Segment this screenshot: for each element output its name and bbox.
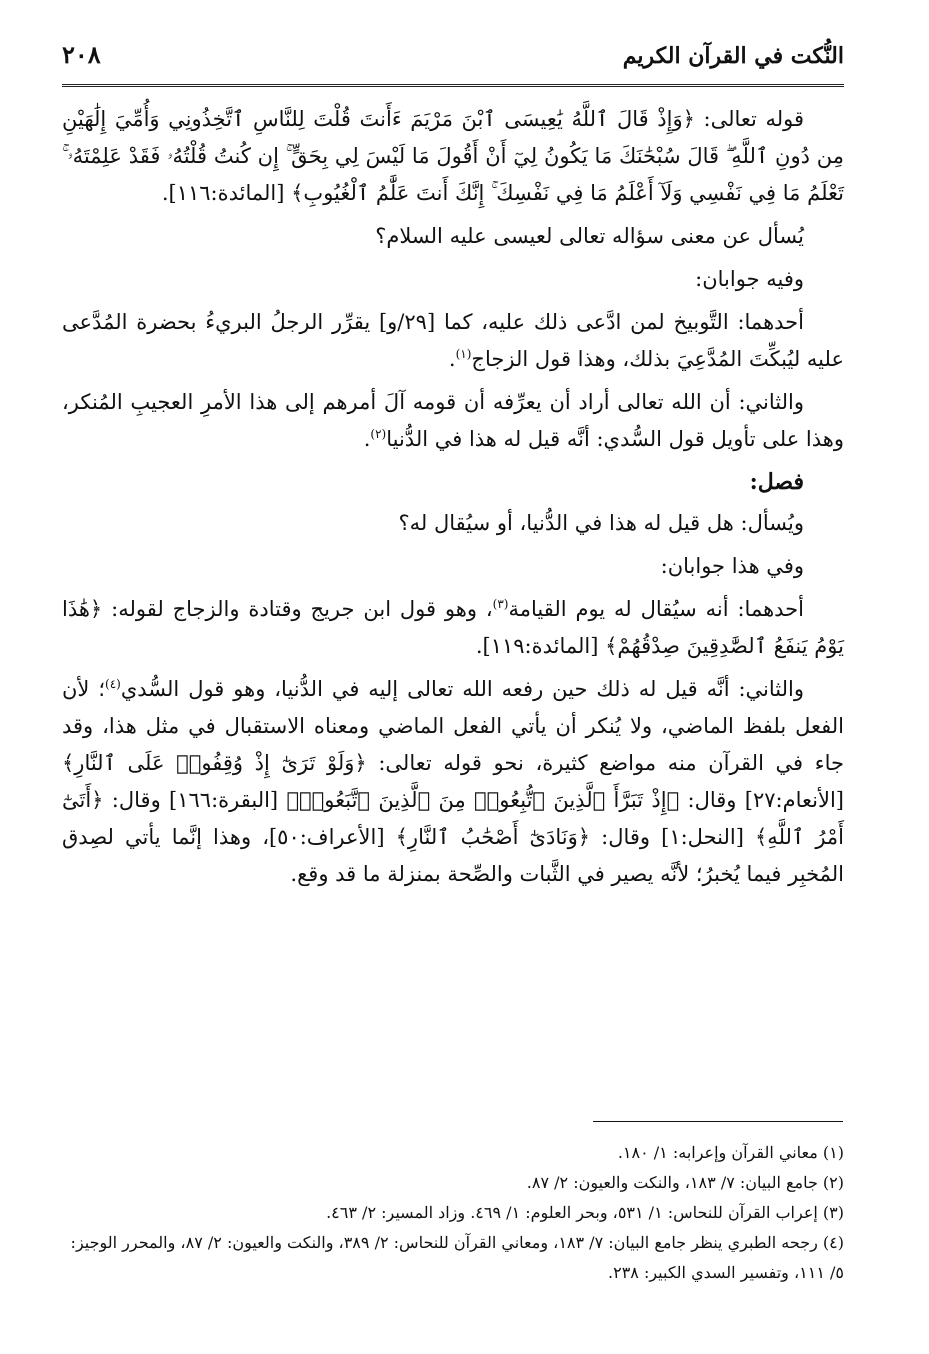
page <box>62 40 844 899</box>
paragraph-8-text-b: ، وهو قول ابن جريج وقتادة والزجاج لقوله: ﴿هَٰذَا يَوْمُ يَنفَعُ ٱلصَّٰدِقِينَ صِدْقُهُمْ﴾ [المائدة:١١٩]. <box>62 597 844 658</box>
book-title: النُّكت في القرآن الكريم <box>622 43 844 69</box>
paragraph-5-text: والثاني: أن الله تعالى أراد أن يعرِّفه أن قومه آلَ أمرهم إلى هذا الأمرِ العجيبِ المُنكر، وهذا على تأويل قول السُّدي: أنَّه قيل له هذا في الدُّنيا <box>62 390 844 451</box>
footnote-3: (٣) إعراب القرآن للنحاس: ١/ ٥٣١، وبحر العلوم: ١/ ٤٦٩. وزاد المسير: ٢/ ٤٦٣. <box>326 1203 844 1222</box>
section-heading: فصل: <box>749 469 804 495</box>
paragraph-5-end: . <box>363 427 371 451</box>
footnote-4: (٤) رجحه الطبري ينظر جامع البيان: ٧/ ١٨٣، ومعاني القرآن للنحاس: ٢/ ٣٨٩، والنكت والعيون: ٢/ ٨٧، والمحرر الوجيز: ٥/ ١١١، وتفسير السدي الكبير: ٢٣٨. <box>70 1233 844 1282</box>
paragraph-2: يُسأل عن معنى سؤاله تعالى لعيسى عليه السلام؟ <box>375 224 804 248</box>
paragraph-4 <box>62 304 844 378</box>
footnote-2: (٢) جامع البيان: ٧/ ١٨٣، والنكت والعيون: ٢/ ٨٧. <box>526 1173 844 1192</box>
footnote-ref-3[interactable]: (٣) <box>492 597 509 611</box>
footnote-ref-1[interactable]: (١) <box>455 347 472 361</box>
paragraph-9-text-a: والثاني: أنَّه قيل له ذلك حين رفعه الله تعالى إليه في الدُّنيا، وهو قول السُّدي <box>120 677 804 701</box>
footnote-ref-4[interactable]: (٤) <box>105 677 121 691</box>
paragraph-9-text-b: ؛ لأن الفعل بلفظ الماضي، ولا يُنكر أن يأتي الفعل الماضي ومعناه الاستقبال في مثل هذا، وقد جاء في القرآن منه مواضع كثيرة، نحو قوله تعالى: ﴿وَلَوْ تَرَىٰٓ إِذْ وُقِفُوا۟ عَلَى ٱلنَّارِ﴾ [الأنعام:٢٧] وقال: ﴿إِذْ تَبَرَّأَ ٱلَّذِينَ ٱتُّبِعُوا۟ مِنَ ٱلَّذِينَ ٱتَّبَعُوا۟﴾ [البقرة:١٦٦] وقال: ﴿أَتَىٰٓ أَمْرُ ٱللَّهِ﴾ [النحل:١] وقال: ﴿وَنَادَىٰٓ أَصْحَٰبُ ٱلنَّارِ﴾ [الأعراف:٥٠]، وهذا إنَّما يأتي لصِدق المُخبِر فيما يُخبرُ؛ لأنَّه يصير في الثَّبات والصِّحة بمنزلة ما قد وقع. <box>62 677 844 886</box>
body-text <box>62 101 844 893</box>
footnotes <box>62 1138 844 1288</box>
paragraph-9 <box>62 671 844 893</box>
paragraph-8-text-a: أحدهما: أنه سيُقال له يوم القيامة <box>508 597 804 621</box>
paragraph-8 <box>62 591 844 665</box>
page-number: ٢٠٨ <box>62 40 101 69</box>
footnote-divider <box>593 1121 843 1122</box>
paragraph-6: ويُسأل: هل قيل له هذا في الدُّنيا، أو سيُقال له؟ <box>398 511 804 535</box>
footnote-ref-2[interactable]: (٢) <box>370 427 387 441</box>
paragraph-3: وفيه جوابان: <box>695 267 804 291</box>
paragraph-4-end: . <box>448 347 456 371</box>
paragraph-1: قوله تعالى: ﴿وَإِذْ قَالَ ٱللَّهُ يَٰعِيسَى ٱبْنَ مَرْيَمَ ءَأَنتَ قُلْتَ لِلنَّاسِ ٱتَّخِذُونِي وَأُمِّيَ إِلَٰهَيْنِ مِن دُونِ ٱللَّهِ ۖ قَالَ سُبْحَٰنَكَ مَا يَكُونُ لِيٓ أَنْ أَقُولَ مَا لَيْسَ لِي بِحَقٍّ ۚ إِن كُنتُ قُلْتُهُۥ فَقَدْ عَلِمْتَهُۥ ۚ تَعْلَمُ مَا فِي نَفْسِي وَلَآ أَعْلَمُ مَا فِي نَفْسِكَ ۚ إِنَّكَ أَنتَ عَلَّٰمُ ٱلْغُيُوبِ﴾ [المائدة:١١٦]. <box>62 107 844 205</box>
running-head <box>62 40 844 87</box>
paragraph-7: وفي هذا جوابان: <box>660 554 804 578</box>
paragraph-5 <box>62 384 844 458</box>
footnote-1: (١) معاني القرآن وإعرابه: ١/ ١٨٠. <box>617 1143 844 1162</box>
paragraph-4-text: أحدهما: التَّوبيخ لمن ادَّعى ذلك عليه، كما [٢٩/و] يقرِّر الرجلُ البريءُ بحضرة المُدَّعى عليه ليُبكِّتَ المُدَّعِيَ بذلك، وهذا قول الزجاج <box>62 310 844 371</box>
